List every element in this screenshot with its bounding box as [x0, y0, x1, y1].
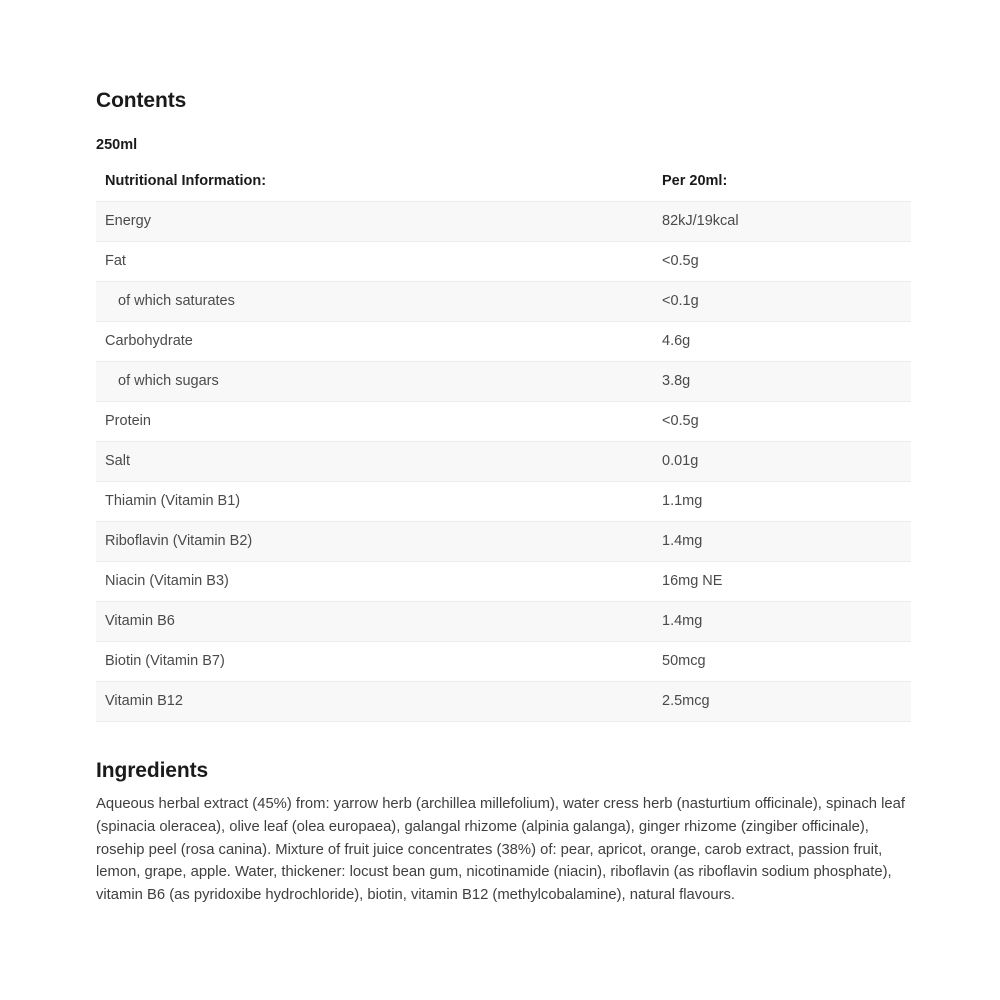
column-header-per-serving: Per 20ml:	[662, 173, 728, 190]
table-row	[96, 402, 911, 442]
nutrient-label: of which sugars	[96, 362, 653, 402]
nutrient-value: 82kJ/19kcal	[653, 202, 911, 242]
nutrient-value: 2.5mcg	[653, 682, 911, 722]
table-row	[96, 642, 911, 682]
table-row	[96, 282, 911, 322]
contents-heading: Contents	[96, 89, 187, 112]
nutrient-value: <0.1g	[653, 282, 911, 322]
nutrient-label: Salt	[96, 442, 653, 482]
nutrient-value: 3.8g	[653, 362, 911, 402]
ingredients-section	[96, 758, 911, 906]
table-row	[96, 362, 911, 402]
nutrient-label: Energy	[96, 202, 653, 242]
nutrient-label: Riboflavin (Vitamin B2)	[96, 522, 653, 562]
nutrient-value: 1.4mg	[653, 602, 911, 642]
nutrient-label: Thiamin (Vitamin B1)	[96, 482, 653, 522]
nutrient-value: 16mg NE	[653, 562, 911, 602]
nutrient-label: Biotin (Vitamin B7)	[96, 642, 653, 682]
nutrient-label: Carbohydrate	[96, 322, 653, 362]
table-row	[96, 242, 911, 282]
nutrition-table-head	[96, 169, 911, 202]
nutrient-label: Vitamin B6	[96, 602, 653, 642]
table-row	[96, 442, 911, 482]
table-row	[96, 602, 911, 642]
nutrition-table-body	[96, 202, 911, 722]
table-row	[96, 562, 911, 602]
ingredients-paragraph: Aqueous herbal extract (45%) from: yarrow herb (archillea millefolium), water cress herb (nasturtium officinale), spinach leaf (spinacia oleracea), olive leaf (olea europaea), galangal rhizome (alpinia galanga), ginger rhizome (zingiber officinale), rosehip peel (rosa canina). Mixture of fruit juice concentrates (38%) of: pear, apricot, orange, carob extract, passion fruit, lemon, grape, apple. Water, thickener: locust bean gum, nicotinamide (niacin), riboflavin (as riboflavin sodium phosphate), vitamin B6 (as pyridoxibe hydrochloride), biotin, vitamin B12 (methylcobalamine), natural flavours.	[96, 796, 905, 903]
nutrient-value: 4.6g	[653, 322, 911, 362]
table-row	[96, 522, 911, 562]
nutrient-label: of which saturates	[96, 282, 653, 322]
nutrient-label: Fat	[96, 242, 653, 282]
nutrient-value: <0.5g	[653, 402, 911, 442]
table-row	[96, 322, 911, 362]
table-row	[96, 482, 911, 522]
content-column	[96, 88, 911, 906]
nutrient-label: Protein	[96, 402, 653, 442]
table-row	[96, 682, 911, 722]
nutrient-value: 50mcg	[653, 642, 911, 682]
nutrient-label: Vitamin B12	[96, 682, 653, 722]
ingredients-heading: Ingredients	[96, 759, 209, 783]
column-header-nutrient: Nutritional Information:	[105, 173, 267, 190]
nutrition-table	[96, 169, 911, 722]
volume-label: 250ml	[96, 137, 138, 154]
nutrient-value: <0.5g	[653, 242, 911, 282]
nutrient-value: 1.4mg	[653, 522, 911, 562]
table-header-row	[96, 169, 911, 202]
nutrient-value: 0.01g	[653, 442, 911, 482]
nutrient-label: Niacin (Vitamin B3)	[96, 562, 653, 602]
table-row	[96, 202, 911, 242]
nutrient-value: 1.1mg	[653, 482, 911, 522]
